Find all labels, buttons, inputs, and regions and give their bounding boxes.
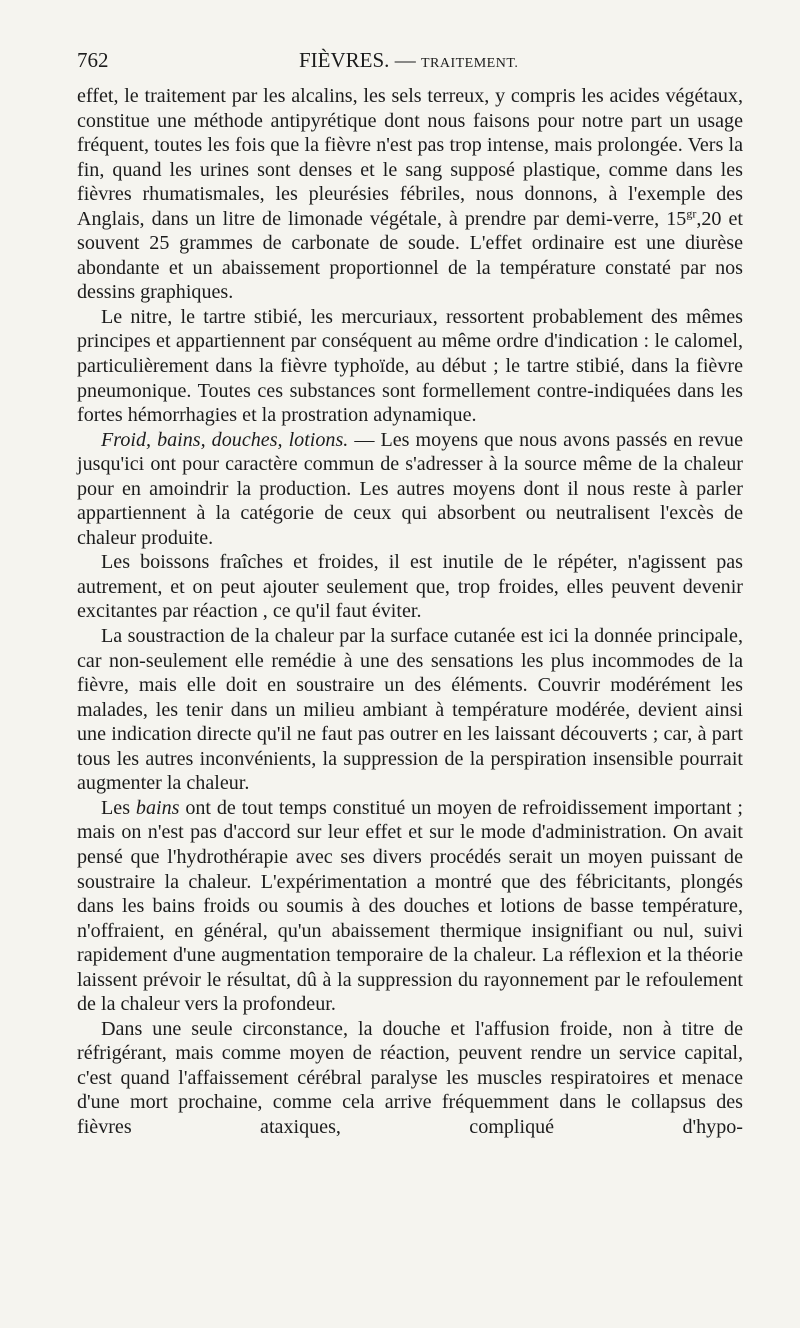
paragraph <box>77 84 743 305</box>
paragraph <box>77 428 743 551</box>
paragraph-text: ont de tout temps constitué un moyen de refroidissement important ; mais on n'est pas d'accord sur leur effet et sur le mode d'administration. On avait pensé que l'hydrothérapie avec ses divers procédés serait un moyen puissant de soustraire la chaleur. L'expérimentation a montré que des fébricitants, plongés dans les bains froids ou soumis à des douches et lotions de basse température, n'offraient, en général, qu'un abaissement thermique insignifiant ou nul, suivi rapidement d'une augmentation temporaire de la chaleur. La réflexion et la théorie laissent prévoir le résultat, dû à la suppression du rayonnement par le refoulement de la chaleur vers la profondeur. <box>77 796 743 1016</box>
running-title-main: FIÈVRES. <box>299 48 390 72</box>
section-heading: Froid, bains, douches, lotions. <box>101 428 349 451</box>
paragraph-text: Les boissons fraîches et froides, il est inutile de le répéter, n'agissent pas autrement, et on peut ajouter seulement que, trop froides, elles peuvent devenir excitantes par réaction , ce qu'il faut éviter. <box>77 551 743 623</box>
paragraph-text-continued: ,20 et souvent 25 grammes de carbonate de soude. L'effet ordinaire est une diurèse abondante et un abaissement proportionnel de la température constaté par nos dessins graphiques. <box>77 207 743 304</box>
paragraph <box>77 1017 743 1140</box>
paragraph-text: Le nitre, le tartre stibié, les mercuriaux, ressortent probablement des mêmes principes et appartiennent par conséquent au même ordre d'indication : le calomel, particulièrement dans la fièvre typhoïde, au début ; le tartre stibié, dans la fièvre pneumonique. Toutes ces substances sont formellement contre-indiquées dans les fortes hémorrhagies et la prostration adynamique. <box>77 305 743 427</box>
paragraph-text: La soustraction de la chaleur par la surface cutanée est ici la donnée principale, car non-seulement elle remédie à une des sensations les plus incommodes de la fièvre, mais elle doit en soustraire un des éléments. Couvrir modérément les malades, les tenir dans un milieu ambiant à température modérée, devient ainsi une indication directe qu'il ne faut pas outrer en les laissant découverts ; car, à part tous les autres inconvénients, la suppression de la perspiration insensible pourrait augmenter la chaleur. <box>77 625 743 795</box>
emphasized-term: bains <box>135 796 180 819</box>
paragraph <box>77 305 743 428</box>
running-title-separator: — <box>389 48 421 72</box>
running-title-sub: TRAITEMENT. <box>420 56 519 71</box>
running-title <box>299 48 518 73</box>
paragraph <box>77 550 743 624</box>
page-header <box>77 48 743 74</box>
paragraph-text: — Les moyens que nous avons passés en revue jusqu'ici ont pour caractère commun de s'adresser à la source même de la chaleur pour en amoindrir la production. Les autres moyens dont il nous reste à parler appartiennent à la catégorie de ceux qui absorbent ou neutralisent l'excès de chaleur produite. <box>77 428 743 549</box>
paragraph-text: Dans une seule circonstance, la douche et l'affusion froide, non à titre de réfrigérant, mais comme moyen de réaction, peuvent rendre un service capital, c'est quand l'affaissement cérébral paralyse les muscles respiratoires et menace d'une mort prochaine, comme cela arrive fréquemment dans le collapsus des fièvres ataxiques, compliqué d'hypo- <box>77 1017 743 1138</box>
paragraph <box>77 796 743 1017</box>
paragraph-text: effet, le traitement par les alcalins, les sels terreux, y compris les acides végétaux, constitue une méthode antipyrétique dont nous faisons pour notre part un usage fréquent, toutes les fois que la fièvre n'est pas trop intense, mais prolongée. Vers la fin, quand les urines sont denses et le sang supposé plastique, comme dans les fièvres rhumatismales, les pleurésies fébriles, nous donnons, à l'exemple des Anglais, dans un litre de limonade végétale, à prendre par demi-verre, 15 <box>77 85 743 230</box>
body-text <box>77 84 743 1140</box>
paragraph <box>77 624 743 796</box>
page-number: 762 <box>77 48 109 72</box>
unit-superscript: gr <box>686 206 697 221</box>
paragraph-lead: Les <box>101 796 136 819</box>
